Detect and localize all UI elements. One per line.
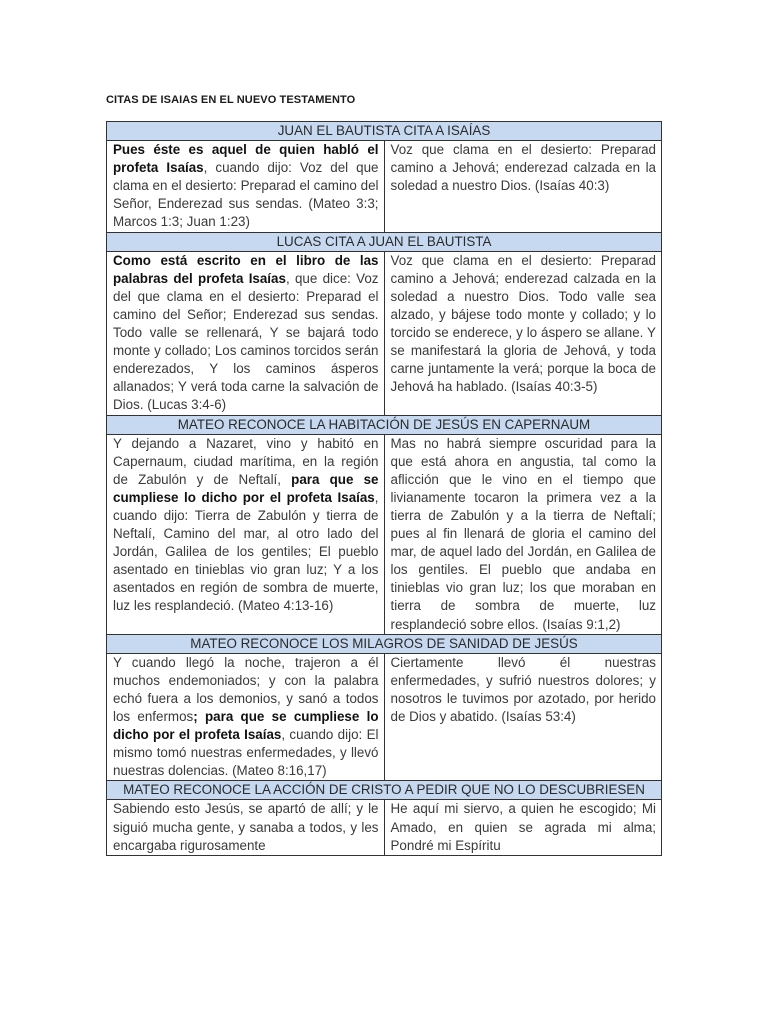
- citation-text: Sabiendo esto Jesús, se apartó de allí; y le siguió mucha gente, y sanaba a todos, y les encargaba rigurosamente: [113, 801, 379, 853]
- citation-text: Voz que clama en el desierto: Preparad camino a Jehová; enderezad calzada en la soledad a nuestro Dios. (Isaías 40:3): [390, 142, 656, 194]
- citation-row: [107, 800, 662, 855]
- new-testament-citation-cell: [107, 251, 385, 415]
- new-testament-citation-cell: [107, 800, 385, 855]
- section-heading-row: [107, 415, 662, 434]
- section-heading-row: [107, 634, 662, 653]
- citation-text: He aquí mi siervo, a quien he escogido; Mi Amado, en quien se agrada mi alma; Pondré mi Espíritu: [390, 801, 656, 853]
- highlighted-phrase: para que se cumpliese lo dicho por el profeta Isaías: [113, 471, 379, 505]
- section-heading: MATEO RECONOCE LA HABITACIÓN DE JESÚS EN CAPERNAUM: [107, 415, 662, 434]
- highlighted-phrase: ; para que se cumpliese lo dicho por el profeta Isaías: [113, 709, 379, 743]
- isaiah-source-cell: [384, 141, 662, 232]
- citation-text: Y dejando a Nazaret, vino y habitó en Capernaum, ciudad marítima, en la región de Zabulón y de Neftalí,: [113, 435, 379, 487]
- citation-row: [107, 653, 662, 781]
- section-heading: JUAN EL BAUTISTA CITA A ISAÍAS: [107, 122, 662, 141]
- highlighted-phrase: Pues éste es aquel de quien habló el profeta Isaías: [113, 142, 379, 176]
- section-heading-row: [107, 122, 662, 141]
- citation-row: [107, 141, 662, 232]
- new-testament-citation-cell: [107, 141, 385, 232]
- new-testament-citation-cell: [107, 653, 385, 781]
- citation-text: Voz que clama en el desierto: Preparad camino a Jehová; enderezad calzada en la soledad a nuestro Dios. Todo valle sea alzado, y bájese todo monte y collado; y lo torcido se enderece, y lo áspero se allane. Y se manifestará la gloria de Jehová, y toda carne juntamente la verá; porque la boca de Jehová ha hablado. (Isaías 40:3-5): [390, 252, 656, 395]
- isaiah-source-cell: [384, 800, 662, 855]
- citations-table: [106, 121, 662, 856]
- citation-text: Mas no habrá siempre oscuridad para la que está ahora en angustia, tal como la aflicción que le vino en el tiempo que livianamente tocaron la primera vez a la tierra de Zabulón y a la tierra de Neftalí; pues al fin llenará de gloria el camino del mar, de aquel lado del Jordán, en Galilea de los gentiles. El pueblo que andaba en tinieblas vio gran luz; los que moraban en tierra de sombra de muerte, luz resplandeció sobre ellos. (Isaías 9:1,2): [390, 435, 656, 632]
- highlighted-phrase: Como está escrito en el libro de las palabras del profeta Isaías: [113, 252, 379, 286]
- section-heading-row: [107, 781, 662, 800]
- citations-table-container: [106, 121, 662, 930]
- citation-row: [107, 434, 662, 634]
- isaiah-source-cell: [384, 653, 662, 781]
- section-heading-row: [107, 232, 662, 251]
- citation-text: , cuando dijo: Tierra de Zabulón y tierra de Neftalí, Camino del mar, al otro lado del Jordán, Galilea de los gentiles; El pueblo asentado en tinieblas vio gran luz; Y a los asentados en región de sombra de muerte, luz les resplandeció. (Mateo 4:13-16): [113, 489, 379, 614]
- citations-table-body: [107, 122, 662, 856]
- citation-row: [107, 251, 662, 415]
- citation-text: , cuando dijo: El mismo tomó nuestras enfermedades, y llevó nuestras dolencias. (Mateo 8:16,17): [113, 727, 379, 779]
- new-testament-citation-cell: [107, 434, 385, 634]
- citation-text: , que dice: Voz del que clama en el desierto: Preparad el camino del Señor; Enderezad sus sendas. Todo valle se rellenará, Y se bajará todo monte y collado; Los caminos torcidos serán enderezados, Y los caminos ásperos allanados; Y verá toda carne la salvación de Dios. (Lucas 3:4-6): [113, 270, 379, 413]
- isaiah-source-cell: [384, 251, 662, 415]
- section-heading: LUCAS CITA A JUAN EL BAUTISTA: [107, 232, 662, 251]
- citation-text: Y cuando llegó la noche, trajeron a él muchos endemoniados; y con la palabra echó fuera a los demonios, y sanó a todos los enfermos: [113, 654, 379, 724]
- citation-text: , cuando dijo: Voz del que clama en el desierto: Preparad el camino del Señor, Enderezad sus sendas. (Mateo 3:3; Marcos 1:3; Juan 1:23): [113, 160, 379, 230]
- isaiah-source-cell: [384, 434, 662, 634]
- section-heading: MATEO RECONOCE LA ACCIÓN DE CRISTO A PEDIR QUE NO LO DESCUBRIESEN: [107, 781, 662, 800]
- section-heading: MATEO RECONOCE LOS MILAGROS DE SANIDAD DE JESÚS: [107, 634, 662, 653]
- document-title: CITAS DE ISAIAS EN EL NUEVO TESTAMENTO: [106, 94, 356, 106]
- citation-text: Ciertamente llevó él nuestras enfermedades, y sufrió nuestros dolores; y nosotros le tuvimos por azotado, por herido de Dios y abatido. (Isaías 53:4): [390, 654, 656, 724]
